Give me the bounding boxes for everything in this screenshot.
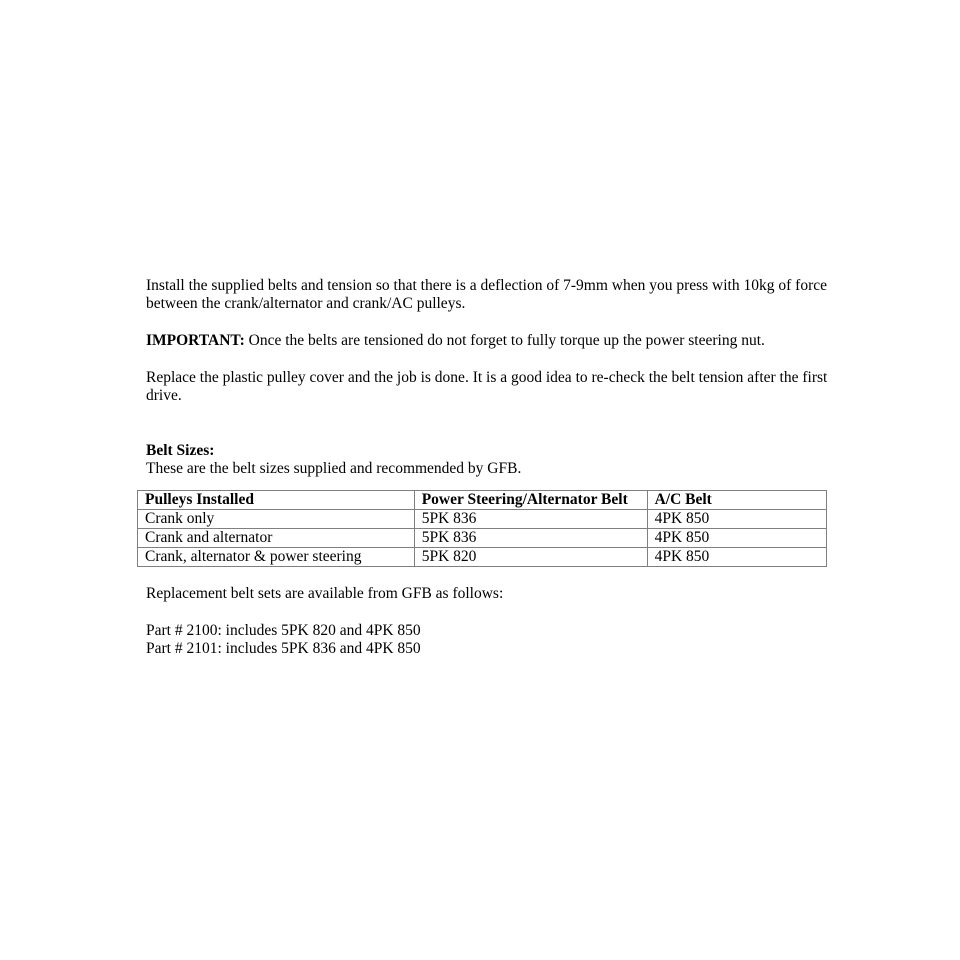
important-label: IMPORTANT:: [146, 332, 245, 349]
belt-sizes-intro: These are the belt sizes supplied and recommended by GFB.: [146, 460, 522, 477]
ac-belt-cell: 4PK 850: [647, 529, 826, 548]
pulleys-cell: Crank and alternator: [138, 529, 415, 548]
install-paragraph: Install the supplied belts and tension so that there is a deflection of 7-9mm when you press with 10kg of force between the crank/alternator and crank/AC pulleys.: [146, 277, 827, 312]
part-line: Part # 2101: includes 5PK 836 and 4PK 850: [146, 640, 421, 657]
table-row: [138, 548, 827, 567]
table-header-row: [138, 491, 827, 510]
table-row: [138, 529, 827, 548]
document-body: [146, 277, 836, 658]
replace-cover-paragraph: Replace the plastic pulley cover and the job is done. It is a good idea to re-check the belt tension after the first drive.: [146, 369, 828, 404]
header-pulleys-installed: Pulleys Installed: [138, 491, 415, 510]
important-paragraph: [146, 332, 836, 350]
pulleys-cell: Crank only: [138, 510, 415, 529]
pulleys-cell: Crank, alternator & power steering: [138, 548, 415, 567]
replacement-intro: Replacement belt sets are available from GFB as follows:: [146, 585, 504, 602]
ac-belt-cell: 4PK 850: [647, 548, 826, 567]
header-power-steering-alternator-belt: Power Steering/Alternator Belt: [414, 491, 647, 510]
important-text: Once the belts are tensioned do not forget to fully torque up the power steering nut.: [244, 332, 765, 349]
ac-belt-cell: 4PK 850: [647, 510, 826, 529]
belt-sizes-heading: Belt Sizes:: [146, 442, 215, 459]
belt-sizes-table: [137, 490, 827, 567]
ps-alt-belt-cell: 5PK 820: [414, 548, 647, 567]
ps-alt-belt-cell: 5PK 836: [414, 529, 647, 548]
parts-list: [146, 622, 836, 658]
part-line: Part # 2100: includes 5PK 820 and 4PK 850: [146, 622, 421, 639]
header-ac-belt: A/C Belt: [647, 491, 826, 510]
table-row: [138, 510, 827, 529]
ps-alt-belt-cell: 5PK 836: [414, 510, 647, 529]
